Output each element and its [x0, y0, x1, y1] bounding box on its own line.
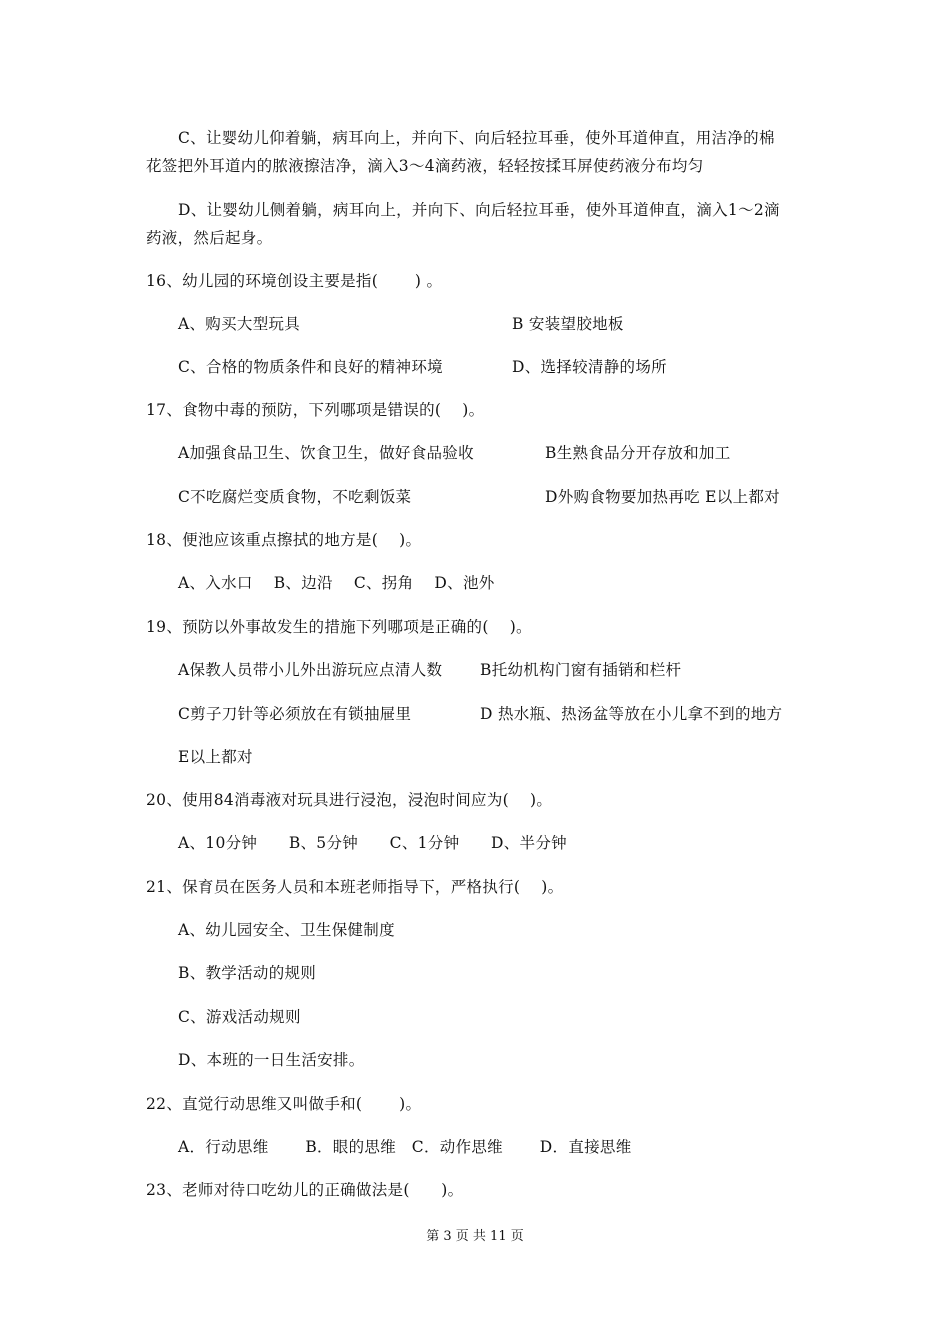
q23-stem: 23、老师对待口吃幼儿的正确做法是( )。: [146, 1181, 464, 1199]
q15-option-c-line1: C、让婴幼儿仰着躺，病耳向上，并向下、向后轻拉耳垂，使外耳道伸直，用洁净的棉: [178, 129, 775, 147]
q16-option-a: A、购买大型玩具: [178, 315, 301, 333]
q19-option-a: A保教人员带小儿外出游玩应点清人数: [178, 661, 443, 679]
q17-option-b: B生熟食品分开存放和加工: [545, 444, 731, 462]
q15-option-d-line2: 药液，然后起身。: [146, 229, 273, 247]
q15-option-c-line2: 花签把外耳道内的脓液擦洁净，滴入3～4滴药液，轻轻按揉耳屏使药液分布均匀: [146, 157, 704, 175]
q19-option-d: D 热水瓶、热汤盆等放在小儿拿不到的地方: [480, 705, 783, 723]
q19-stem: 19、预防以外事故发生的措施下列哪项是正确的( )。: [146, 618, 532, 636]
q16-stem: 16、幼儿园的环境创设主要是指( ) 。: [146, 272, 443, 290]
q21-option-c: C、游戏活动规则: [178, 1008, 301, 1026]
q20-stem: 20、使用84消毒液对玩具进行浸泡，浸泡时间应为( )。: [146, 791, 553, 809]
q21-option-d: D、本班的一日生活安排。: [178, 1051, 365, 1069]
q16-option-c: C、合格的物质条件和良好的精神环境: [178, 358, 443, 376]
q21-option-a: A、幼儿园安全、卫生保健制度: [178, 921, 395, 939]
q22-stem: 22、直觉行动思维又叫做手和( )。: [146, 1095, 422, 1113]
q16-option-d: D、选择较清静的场所: [512, 358, 667, 376]
q17-stem: 17、食物中毒的预防，下列哪项是错误的( )。: [146, 401, 485, 419]
q19-option-b: B托幼机构门窗有插销和栏杆: [480, 661, 682, 679]
q17-option-d: D外购食物要加热再吃 E以上都对: [545, 488, 780, 506]
q22-options: A．行动思维 B．眼的思维 C．动作思维 D．直接思维: [178, 1138, 632, 1156]
page-footer: 第 3 页 共 11 页: [426, 1229, 524, 1244]
q18-options: A、入水口 B、边沿 C、拐角 D、池外: [178, 574, 495, 592]
q21-stem: 21、保育员在医务人员和本班老师指导下，严格执行( )。: [146, 878, 564, 896]
q20-options: A、10分钟 B、5分钟 C、1分钟 D、半分钟: [178, 834, 567, 852]
q17-option-c: C不吃腐烂变质食物，不吃剩饭菜: [178, 488, 412, 506]
q21-option-b: B、教学活动的规则: [178, 964, 317, 982]
q16-option-b: B 安装望胶地板: [512, 315, 624, 333]
q15-option-d-line1: D、让婴幼儿侧着躺，病耳向上，并向下、向后轻拉耳垂，使外耳道伸直，滴入1～2滴: [178, 201, 780, 219]
q19-option-e: E以上都对: [178, 748, 253, 766]
q17-option-a: A加强食品卫生、饮食卫生，做好食品验收: [178, 444, 474, 462]
q18-stem: 18、便池应该重点擦拭的地方是( )。: [146, 531, 422, 549]
q19-option-c: C剪子刀针等必须放在有锁抽屉里: [178, 705, 412, 723]
